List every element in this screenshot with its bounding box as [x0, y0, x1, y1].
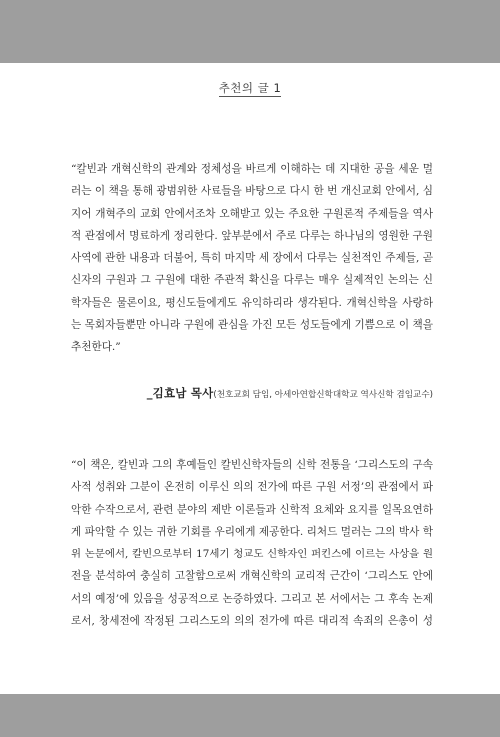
text-line: 위 논문에서, 칼빈으로부터 17세기 청교도 신학자인 퍼킨스에 이르는 사상을 원: [71, 548, 433, 561]
author-name: _김효남 목사: [146, 386, 214, 400]
recommendation-paragraph-2: [71, 454, 433, 632]
signature-line: [71, 382, 433, 401]
page-heading: [0, 80, 500, 96]
text-line: 는 목회자들뿐만 아니라 구원에 관심을 가진 모든 성도들에게 기쁨으로 이 책을: [71, 319, 433, 332]
text-line: 로서, 창세전에 작정된 그리스도의 의의 전가에 따른 대리적 속죄의 은총이 성: [71, 615, 433, 628]
top-margin-band: [0, 0, 500, 63]
text-line: 악한 수작으로서, 관련 분야의 제반 이론들과 신학적 요체와 요지를 일목요연하: [71, 503, 433, 516]
text-line: 신자의 구원과 그 구원에 대한 주관적 확신을 다루는 매우 실제적인 논의는 신: [71, 274, 433, 287]
recommendation-paragraph-1: [71, 158, 433, 359]
text-line: 러는 이 책을 통해 광범위한 사료들을 바탕으로 다시 한 번 개신교회 안에서, 심: [71, 185, 433, 198]
text-line: 게 파악할 수 있는 귀한 기회를 우리에게 제공한다. 리처드 멀러는 그의 박사 학: [71, 525, 433, 538]
text-line: “이 책은, 칼빈과 그의 후예들인 칼빈신학자들의 신학 전통을 ‘그리스도의 구속: [71, 459, 433, 471]
author-affiliation: (천호교회 담임, 아세아연합신학대학교 역사신학 겸임교수): [213, 390, 433, 400]
text-line: “칼빈과 개혁신학의 관계와 정체성을 바르게 이해하는 데 지대한 공을 세운 멀: [71, 163, 433, 175]
text-line: 지어 개혁주의 교회 안에서조차 오해받고 있는 주요한 구원론적 주제들을 역사: [71, 207, 433, 220]
text-line: 사적 성취와 그분이 온전히 이루신 의의 전가에 따른 구원 서정’의 관점에서 파: [71, 481, 433, 494]
text-line: 학자들은 물론이요, 평신도들에게도 유익하리라 생각된다. 개혁신학을 사랑하: [71, 296, 433, 309]
text-line: 사역에 관한 내용과 더불어, 특히 마지막 세 장에서 다루는 실천적인 주제들, 곧: [71, 252, 433, 265]
text-line: 전을 분석하여 충실히 고찰함으로써 개혁신학의 교리적 근간이 ‘그리스도 안에: [71, 570, 433, 583]
text-line: 추천한다.”: [71, 341, 121, 354]
text-line: 적 관점에서 명료하게 정리한다. 앞부분에서 주로 다루는 하나님의 영원한 구원: [71, 229, 433, 242]
text-line: 서의 예정’에 있음을 성공적으로 논증하였다. 그리고 본 서에서는 그 후속 논제: [71, 592, 433, 605]
bottom-margin-band: [0, 694, 500, 737]
heading-text: 추천의 글 1: [218, 81, 282, 95]
